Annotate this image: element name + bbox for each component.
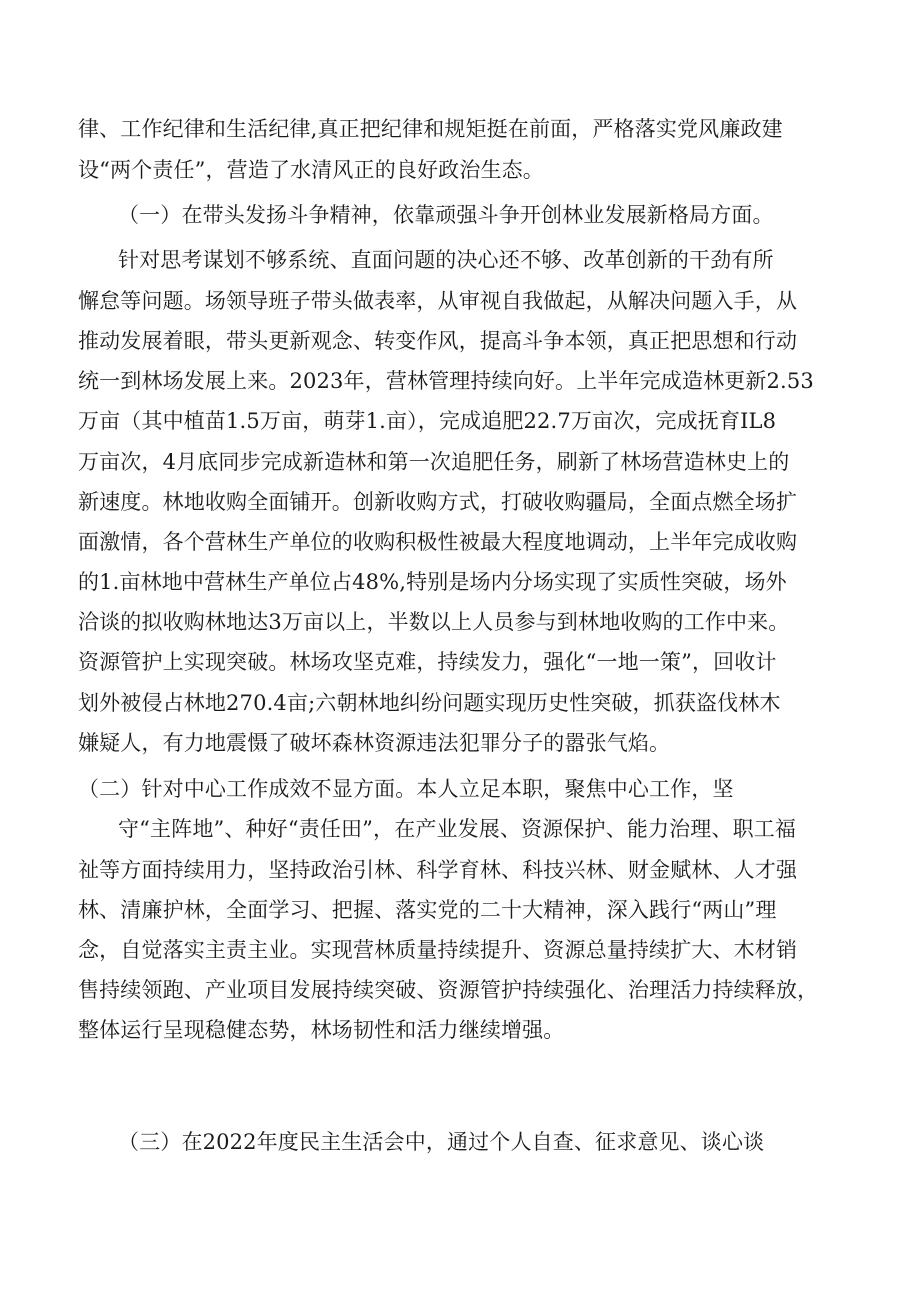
text-line: 洽谈的拟收购林地达3万亩以上，半数以上人员参与到林地收购的工作中来。 <box>78 610 790 634</box>
text-line: 新速度。林地收购全面铺开。创新收购方式，打破收购疆局，全面点燃全场扩 <box>78 490 798 514</box>
text-line: 面激情，各个营林生产单位的收购积极性被最大程度地调动，上半年完成收购 <box>78 530 798 554</box>
section-heading: （三）在2022年度民主生活会中，通过个人自查、征求意见、谈心谈 <box>118 1130 765 1154</box>
text-line: 嫌疑人，有力地震慑了破坏森林资源违法犯罪分子的嚣张气焰。 <box>78 731 671 755</box>
text-line: 资源管护上实现突破。林场攻坚克难，持续发力，强化“一地一策”，回收计 <box>78 650 777 674</box>
text-line: 针对思考谋划不够系统、直面问题的决心还不够、改革创新的干劲有所 <box>118 248 774 272</box>
text-line: （二）针对中心工作成效不显方面。本人立足本职，聚焦中心工作，坚 <box>78 777 734 801</box>
text-line: 懈怠等问题。场领导班子带头做表率，从审视自我做起，从解决问题入手，从 <box>78 289 798 313</box>
text-line: 设“两个责任”，营造了水清风正的良好政治生态。 <box>78 158 544 182</box>
section-heading: 守“主阵地”、种好“责任田”，在产业发展、资源保护、能力治理、职工福 <box>118 817 797 841</box>
text-line: 祉等方面持续用力，坚持政治引林、科学育林、科技兴林、财金赋林、人才强 <box>78 858 798 882</box>
text-line: 万亩（其中植苗1.5万亩，萌芽1.亩），完成追肥22.7万亩次，完成抚育IL8 <box>78 409 777 433</box>
text-line: 的1.亩林地中营林生产单位占48%,特别是场内分场实现了实质性突破，场外 <box>78 570 787 594</box>
text-line: 林、清廉护林，全面学习、把握、落实党的二十大精神，深入践行“两山”理 <box>78 898 777 922</box>
text-line: 划外被侵占林地270.4亩;六朝林地纠纷问题实现历史性突破，抓获盗伐林木 <box>78 691 781 715</box>
text-line: 推动发展着眼，带头更新观念、转变作风，提高斗争本领，真正把思想和行动 <box>78 329 798 353</box>
text-line: 整体运行呈现稳健态势，林场韧性和活力继续增强。 <box>78 1018 565 1042</box>
section-heading: （一）在带头发扬斗争精神，依靠顽强斗争开创林业发展新格局方面。 <box>118 203 774 227</box>
text-line: 万亩次，4月底同步完成新造林和第一次追肥任务，刷新了林场营造林史上的 <box>78 450 790 474</box>
text-line: 念，自觉落实主责主业。实现营林质量持续提升、资源总量持续扩大、木材销 <box>78 938 798 962</box>
text-line: 律、工作纪律和生活纪律,真正把纪律和规矩挺在前面，严格落实党风廉政建 <box>78 117 783 141</box>
text-line: 统一到林场发展上来。2023年，营林管理持续向好。上半年完成造林更新2.53 <box>78 369 814 393</box>
text-line: 售持续领跑、产业项目发展持续突破、资源管护持续强化、治理活力持续释放， <box>78 978 819 1002</box>
